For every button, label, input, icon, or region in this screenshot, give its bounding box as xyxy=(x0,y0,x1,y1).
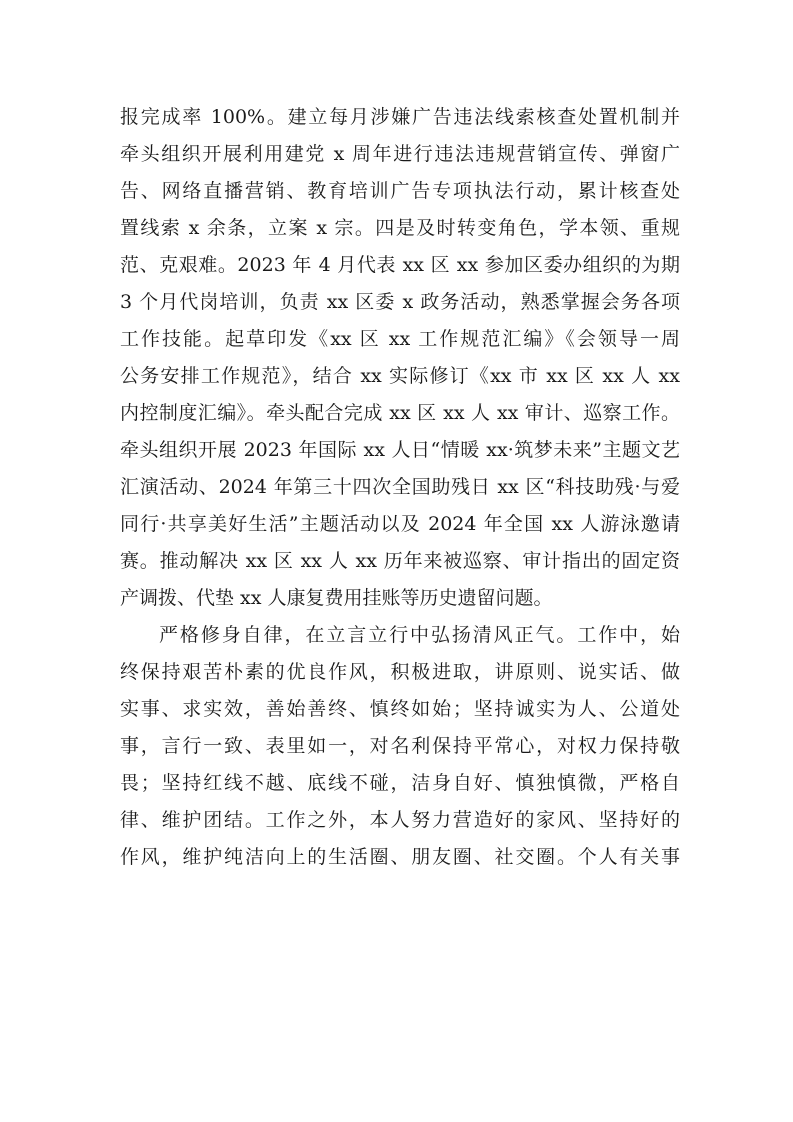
paragraph-1-line-12: 同行·共享美好生活”主题活动以及 2024 年全国 xx 人游泳邀请 xyxy=(120,513,680,535)
paragraph-1-line-1: 报完成率 100%。建立每月涉嫌广告违法线索核查处置机制并 xyxy=(120,106,680,128)
paragraph-1-line-14: 产调拨、代垫 xx 人康复费用挂账等历史遗留问题。 xyxy=(120,587,553,609)
paragraph-1-line-6: 3 个月代岗培训，负责 xx 区委 x 政务活动，熟悉掌握会务各项 xyxy=(120,291,680,313)
paragraph-1-line-7: 工作技能。起草印发《xx 区 xx 工作规范汇编》《会领导一周 xyxy=(120,328,680,350)
paragraph-2-line-3: 实事、求实效，善始善终、慎终如始；坚持诚实为人、公道处 xyxy=(120,698,680,720)
paragraph-2-line-1: 严格修身自律，在立言立行中弘扬清风正气。工作中，始 xyxy=(159,624,680,646)
paragraph-2-line-2: 终保持艰苦朴素的优良作风，积极进取，讲原则、说实话、做 xyxy=(120,661,680,683)
paragraph-2-line-6: 律、维护团结。工作之外，本人努力营造好的家风、坚持好的 xyxy=(120,809,680,831)
paragraph-1-line-2: 牵头组织开展利用建党 x 周年进行违法违规营销宣传、弹窗广 xyxy=(120,143,680,165)
paragraph-1-line-4: 置线索 x 余条，立案 x 宗。四是及时转变角色，学本领、重规 xyxy=(120,217,680,239)
paragraph-1-line-3: 告、网络直播营销、教育培训广告专项执法行动，累计核查处 xyxy=(120,180,680,202)
paragraph-1-line-11: 汇演活动、2024 年第三十四次全国助残日 xx 区“科技助残·与爱 xyxy=(120,476,680,498)
paragraph-1-line-8: 公务安排工作规范》，结合 xx 实际修订《xx 市 xx 区 xx 人 xx xyxy=(120,365,680,387)
paragraph-2-line-5: 畏；坚持红线不越、底线不碰，洁身自好、慎独慎微，严格自 xyxy=(120,772,680,794)
paragraph-2-line-7: 作风，维护纯洁向上的生活圈、朋友圈、社交圈。个人有关事 xyxy=(120,846,680,868)
paragraph-1-line-10: 牵头组织开展 2023 年国际 xx 人日“情暖 xx·筑梦未来”主题文艺 xyxy=(120,439,680,461)
paragraph-1-line-13: 赛。推动解决 xx 区 xx 人 xx 历年来被巡察、审计指出的固定资 xyxy=(120,550,680,572)
paragraph-1-line-9: 内控制度汇编》。牵头配合完成 xx 区 xx 人 xx 审计、巡察工作。 xyxy=(120,402,680,424)
paragraph-1-line-5: 范、克艰难。2023 年 4 月代表 xx 区 xx 参加区委办组织的为期 xyxy=(120,254,680,276)
paragraph-2-line-4: 事，言行一致、表里如一，对名利保持平常心，对权力保持敬 xyxy=(120,735,680,757)
